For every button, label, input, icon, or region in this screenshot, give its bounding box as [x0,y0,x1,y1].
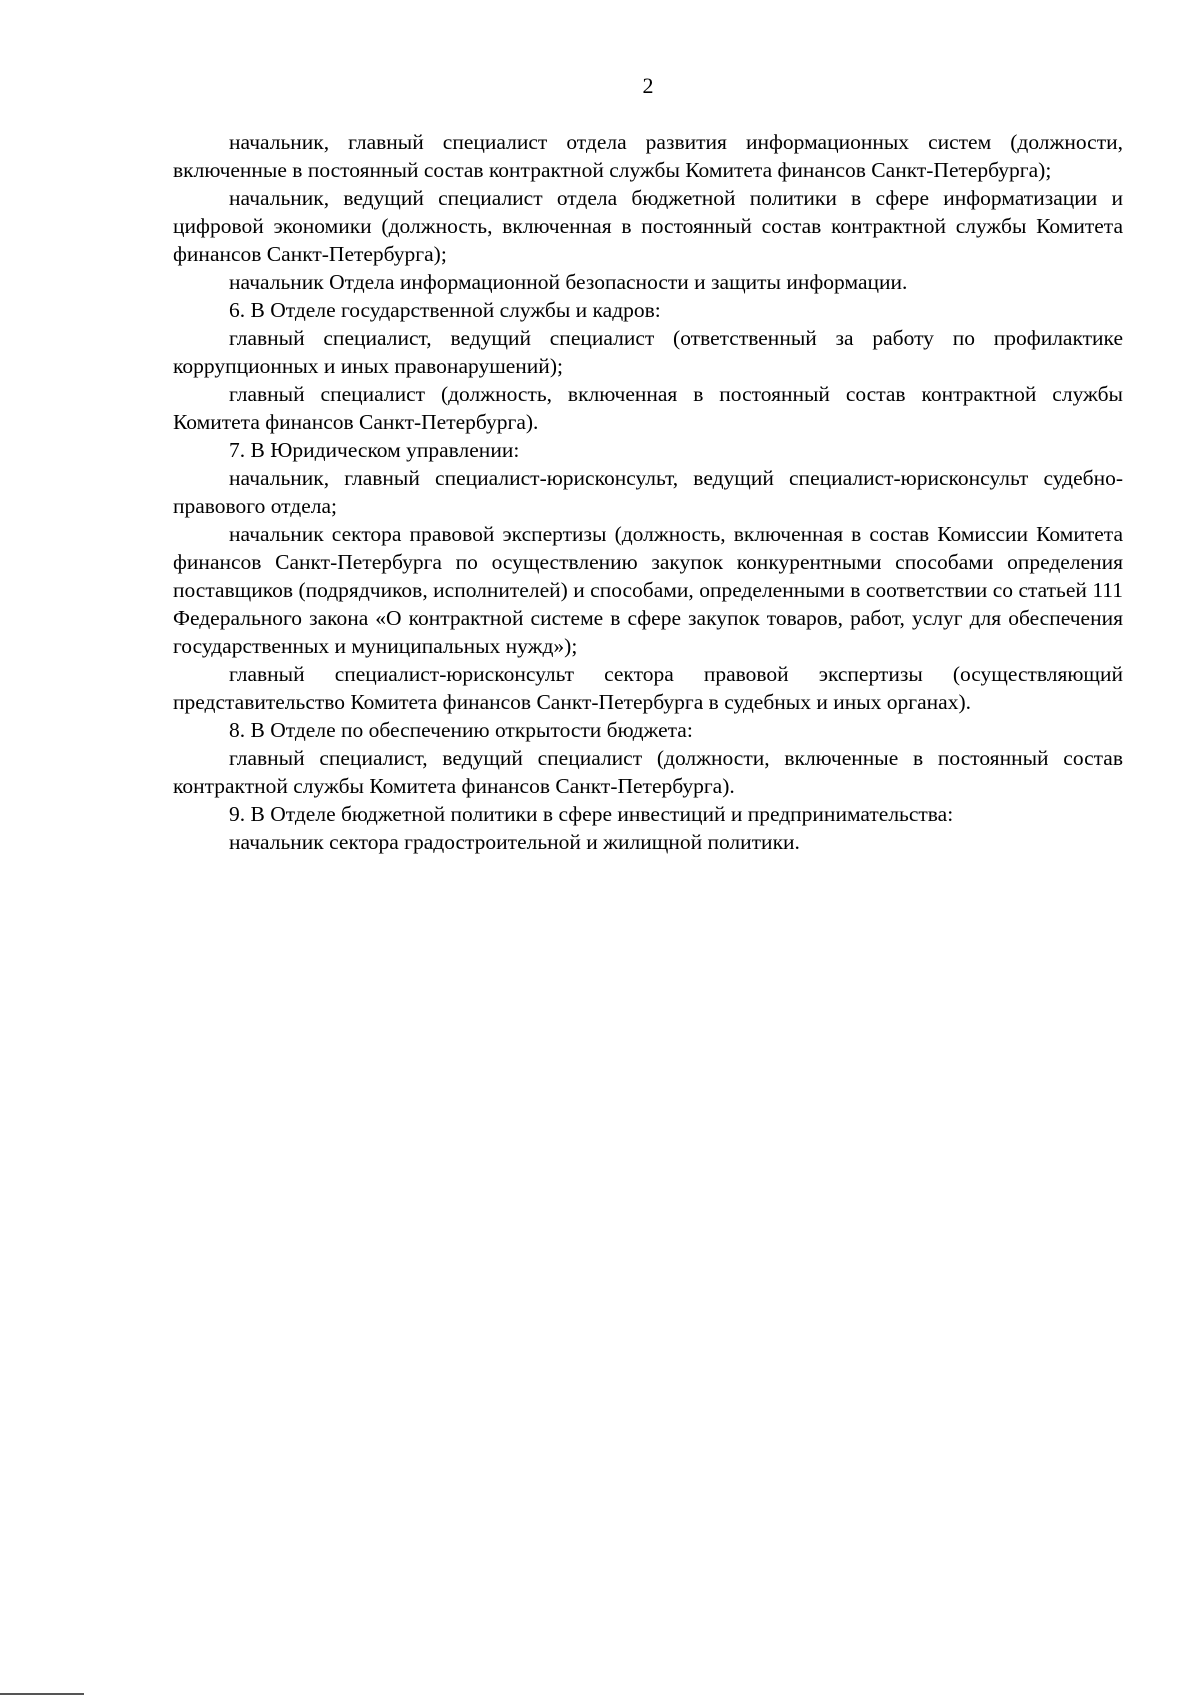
paragraph: главный специалист-юрисконсульт сектора правовой экспертизы (осуществляющий представительство Комитета финансов Санкт-Петербурга в судебных и иных органах). [173,662,1123,714]
paragraph: начальник сектора правовой экспертизы (должность, включенная в состав Комиссии Комитета финансов Санкт-Петербурга по осуществлению закупок конкурентными способами определения поставщиков (подрядчиков, исполнителей) и способами, определенными в соответствии со статьей 111 Федерального закона «О контрактной системе в сфере закупок товаров, работ, услуг для обеспечения государственных и муниципальных нужд»); [173,522,1123,658]
paragraph: начальник сектора градостроительной и жилищной политики. [229,830,800,854]
paragraph: 6. В Отделе государственной службы и кадров: [229,298,661,322]
paragraph: начальник, главный специалист отдела развития информационных систем (должности, включенные в постоянный состав контрактной службы Комитета финансов Санкт-Петербурга); [173,130,1123,182]
paragraph: 9. В Отделе бюджетной политики в сфере инвестиций и предпринимательства: [229,802,954,826]
paragraph: начальник, главный специалист-юрисконсульт, ведущий специалист-юрисконсульт судебно-правового отдела; [173,466,1123,518]
paragraph: начальник Отдела информационной безопасности и защиты информации. [229,270,908,294]
paragraph: главный специалист (должность, включенная в постоянный состав контрактной службы Комитета финансов Санкт-Петербурга). [173,382,1123,434]
document-body [173,128,1123,856]
scan-edge-mark [0,1693,84,1695]
paragraph: 8. В Отделе по обеспечению открытости бюджета: [229,718,693,742]
paragraph: главный специалист, ведущий специалист (ответственный за работу по профилактике коррупционных и иных правонарушений); [173,326,1123,378]
paragraph: главный специалист, ведущий специалист (должности, включенные в постоянный состав контрактной службы Комитета финансов Санкт-Петербурга). [173,746,1123,798]
paragraph: 7. В Юридическом управлении: [229,438,520,462]
page-number: 2 [642,73,654,98]
paragraph: начальник, ведущий специалист отдела бюджетной политики в сфере информатизации и цифровой экономики (должность, включенная в постоянный состав контрактной службы Комитета финансов Санкт-Петербурга); [173,186,1123,266]
